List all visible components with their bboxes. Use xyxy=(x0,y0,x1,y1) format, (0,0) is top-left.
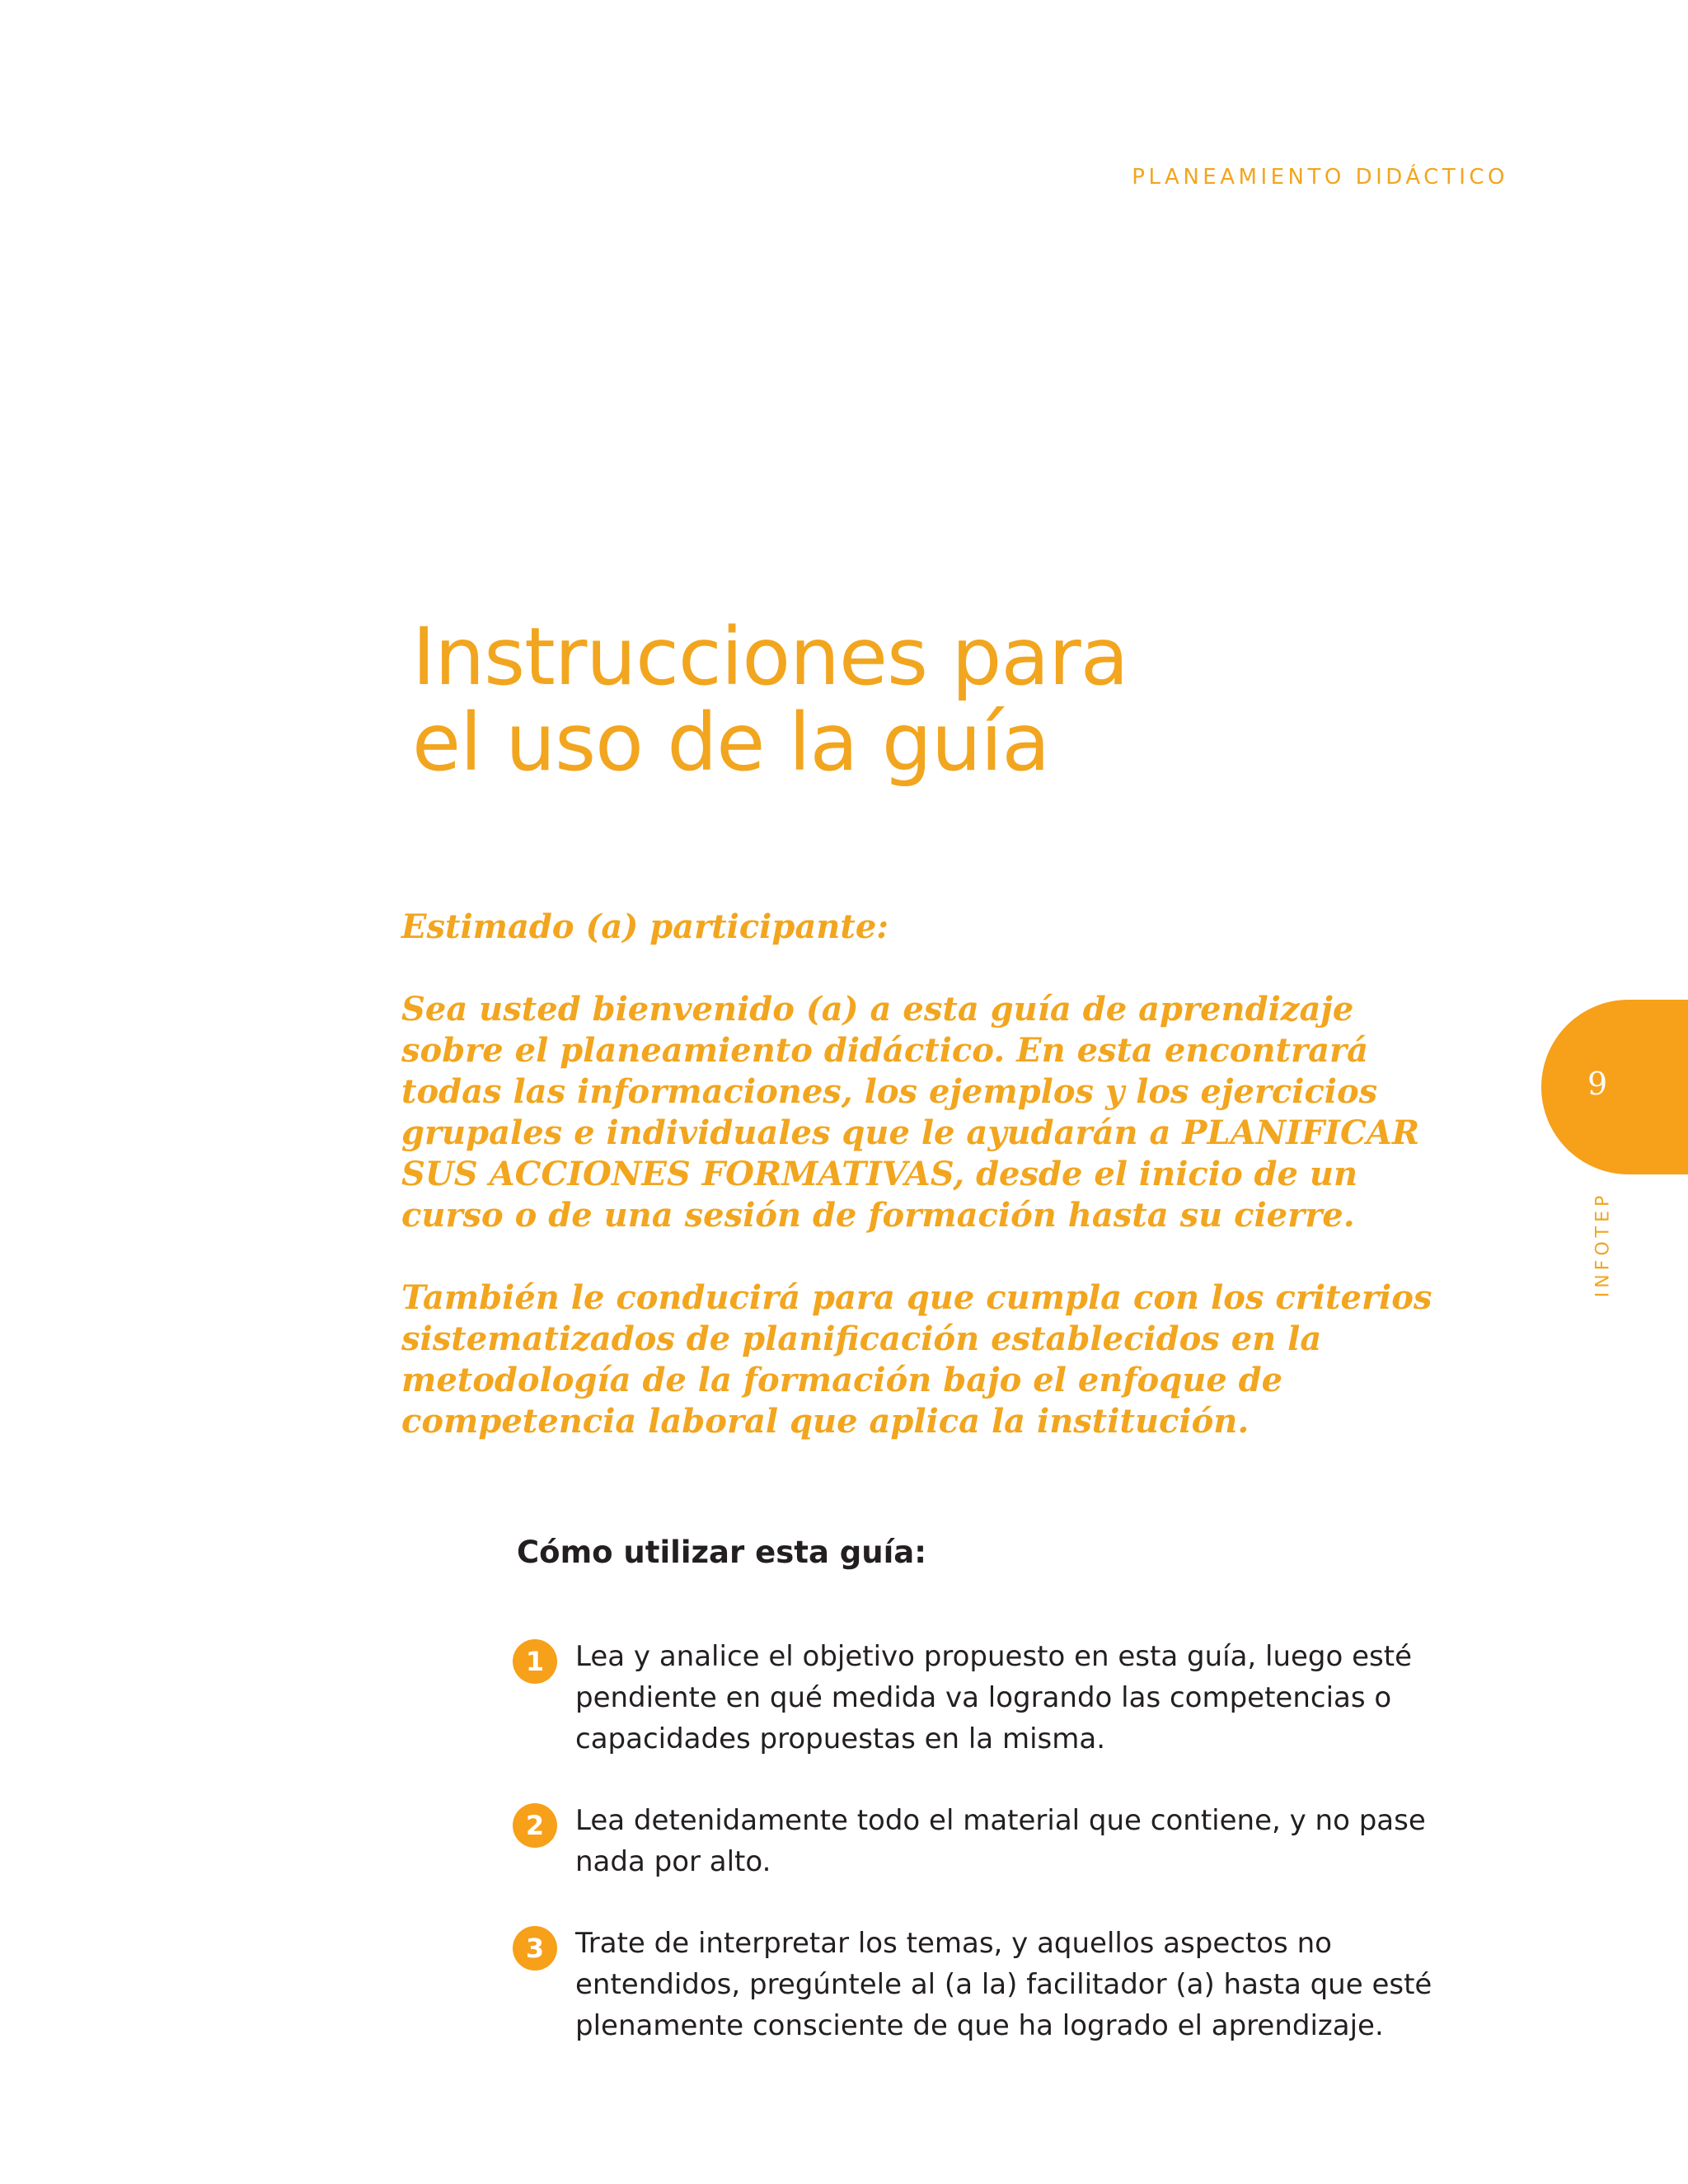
step-text: Lea detenidamente todo el material que contiene, y no pase nada por alto. xyxy=(575,1804,1426,1878)
step-text: Lea y analice el objetivo propuesto en esta guía, luego esté pendiente en qué medida va logrando las competencias o capacidades propuestas en la misma. xyxy=(575,1640,1413,1755)
list-item xyxy=(513,1800,1469,1882)
intro-paragraph-2: También le conducirá para que cumpla con los criterios sistematizados de planificación establecidos en la metodología de la formación bajo el enfoque de competencia laboral que aplica la institución. xyxy=(401,1278,1432,1441)
step-text: Trate de interpretar los temas, y aquellos aspectos no entendidos, pregúntele al (a la) facilitador (a) hasta que esté plenamente consciente de que ha logrado el aprendizaje. xyxy=(575,1927,1432,2042)
page-title-line-1: Instrucciones para xyxy=(412,611,1128,703)
intro-paragraph-1: Sea usted bienvenido (a) a esta guía de aprendizaje sobre el planeamiento didáctico. En esta encontrará todas las informaciones, los ejemplos y los ejercicios grupales e individuales que le ayudarán a PLANIFICAR SUS ACCIONES FORMATIVAS, desde el inicio de un curso o de una sesión de formación hasta su cierre. xyxy=(401,990,1420,1235)
steps-list xyxy=(513,1636,1469,2046)
list-item xyxy=(513,1923,1469,2046)
how-to-title: Cómo utilizar esta guía: xyxy=(517,1535,927,1570)
intro-section xyxy=(401,907,1440,1442)
page-title-line-2: el uso de la guía xyxy=(412,696,1050,789)
step-number-badge: 3 xyxy=(513,1926,557,1971)
page-number-tab xyxy=(1541,1000,1688,1174)
side-label: INFOTEP xyxy=(1592,1191,1614,1298)
list-item xyxy=(513,1636,1469,1760)
page-title xyxy=(412,611,1128,789)
greeting: Estimado (a) participante: xyxy=(401,907,889,946)
step-number-badge: 1 xyxy=(513,1639,557,1684)
running-header: PLANEAMIENTO DIDÁCTICO xyxy=(1132,165,1508,190)
step-number-badge: 2 xyxy=(513,1803,557,1848)
page-number: 9 xyxy=(1587,1066,1608,1102)
